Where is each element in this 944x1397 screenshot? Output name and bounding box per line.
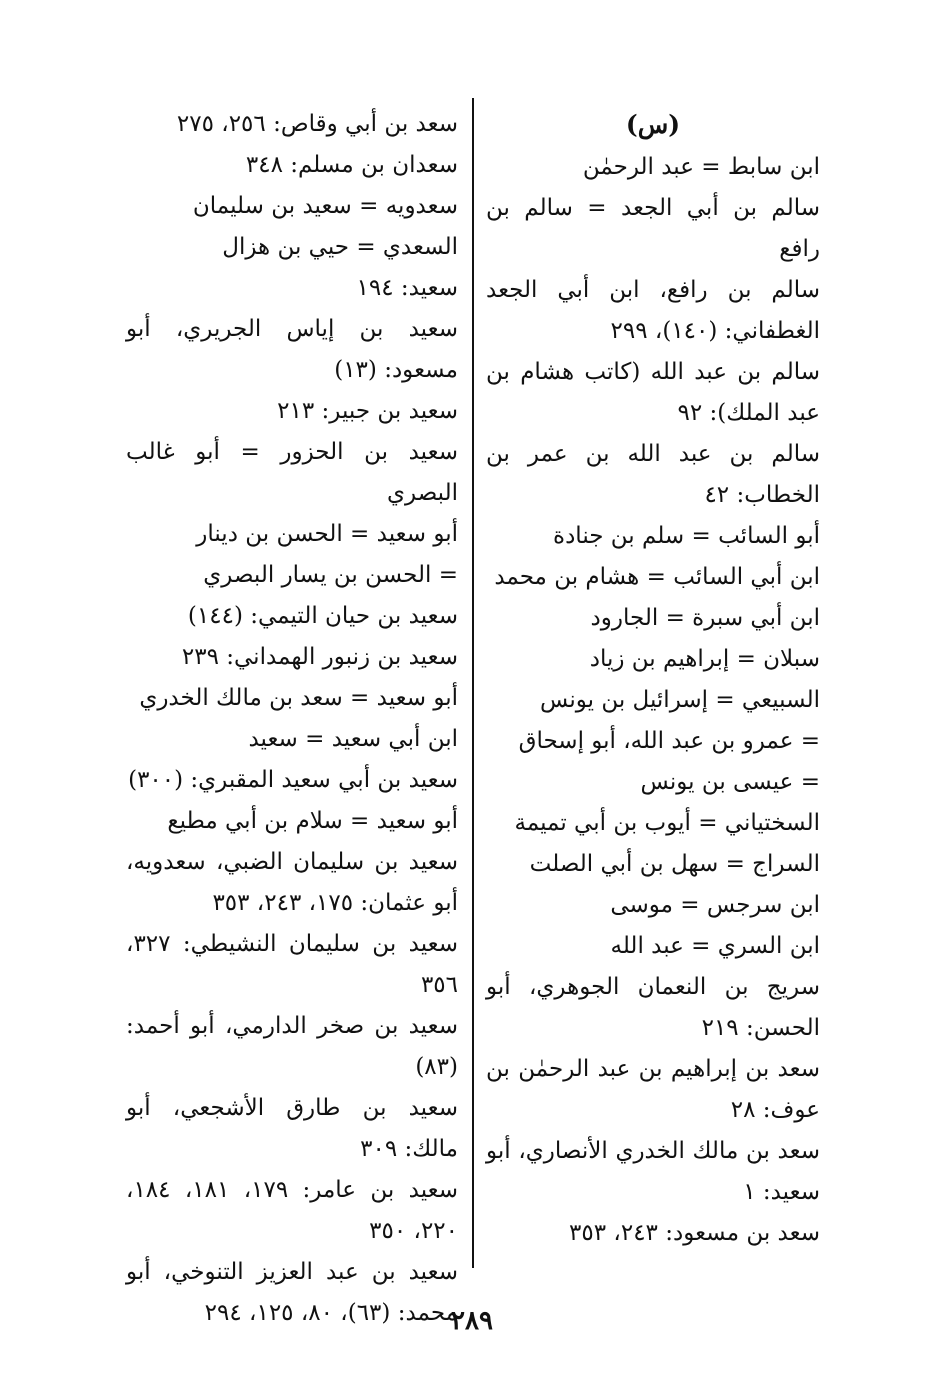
left-column — [126, 104, 458, 1334]
index-entry: سعيد بن عبد العزيز التنوخي، أبو محمد: (٦٣)، ٨٠، ١٢٥، ٢٩٤ — [126, 1259, 458, 1326]
index-entry: ابن السري = عبد الله — [610, 933, 820, 959]
index-entry: سعيد بن صخر الدارمي، أبو أحمد: (٨٣) — [126, 1013, 458, 1080]
index-entry: = عمرو بن عبد الله، أبو إسحاق — [518, 728, 820, 754]
index-entry: سالم بن أبي الجعد = سالم بن رافع — [486, 195, 820, 262]
index-entry: سعيد بن طارق الأشجعي، أبو مالك: ٣٠٩ — [126, 1095, 458, 1162]
index-entry: ابن أبي سبرة = الجارود — [590, 605, 820, 631]
index-entry: سبلان = إبراهيم بن زياد — [589, 646, 820, 672]
index-entry: السعدي = حيي بن هزال — [222, 234, 458, 260]
index-entry: سعدان بن مسلم: ٣٤٨ — [245, 152, 458, 178]
index-entry: سعيد بن سليمان النشيطي: ٣٢٧، ٣٥٦ — [126, 931, 458, 998]
index-entry: سعيد بن سليمان الضبي، سعدويه، أبو عثمان: ١٧٥، ٢٤٣، ٣٥٣ — [126, 849, 458, 916]
index-entry: ابن أبي السائب = هشام بن محمد — [494, 564, 820, 590]
index-entry: سعيد بن جبير: ٢١٣ — [277, 398, 458, 424]
index-entry: سعد بن مسعود: ٢٤٣، ٣٥٣ — [569, 1220, 820, 1246]
index-entry: سعيد بن الحزور = أبو غالب البصري — [126, 439, 458, 506]
index-entry: سعد بن إبراهيم بن عبد الرحمٰن بن عوف: ٢٨ — [486, 1056, 820, 1123]
index-entry: سعيد بن حيان التيمي: (١٤٤) — [187, 603, 458, 629]
page-number: ٢٨٩ — [451, 1306, 493, 1336]
index-entry: سعيد: ١٩٤ — [356, 275, 458, 301]
index-entry: ابن أبي سعيد = سعيد — [248, 726, 458, 752]
index-entry: أبو السائب = سلم بن جنادة — [553, 523, 820, 549]
index-entry: السختياني = أيوب بن أبي تميمة — [514, 810, 820, 836]
index-entry: سعيد بن أبي سعيد المقبري: (٣٠٠) — [128, 767, 458, 793]
index-entry: سعد بن أبي وقاص: ٢٥٦، ٢٧٥ — [176, 111, 458, 137]
index-entry: = عيسى بن يونس — [640, 769, 820, 795]
column-divider — [472, 98, 474, 1268]
index-entry: سعد بن مالك الخدري الأنصاري، أبو سعيد: ١ — [486, 1138, 820, 1205]
index-entry: سالم بن عبد الله بن عمر بن الخطاب: ٤٢ — [486, 441, 820, 508]
index-entry: ابن سابط = عبد الرحمٰن — [582, 154, 820, 180]
index-entry: سعيد بن إياس الجريري، أبو مسعود: (١٣) — [126, 316, 458, 383]
index-entry: سعدويه = سعيد بن سليمان — [192, 193, 458, 219]
index-entry: سالم بن عبد الله (كاتب هشام بن عبد الملك): ٩٢ — [486, 359, 820, 426]
index-entry: سعيد بن عامر: ١٧٩، ١٨١، ١٨٤، ٢٢٠، ٣٥٠ — [126, 1177, 459, 1244]
index-entry: أبو سعيد = سلام بن أبي مطيع — [167, 808, 458, 834]
index-entry: سعيد بن زنبور الهمداني: ٢٣٩ — [181, 644, 458, 670]
index-entry: = الحسن بن يسار البصري — [203, 562, 458, 588]
index-entry: أبو سعيد = سعد بن مالك الخدري — [139, 685, 458, 711]
index-entry: السراج = سهل بن أبي الصلت — [529, 851, 820, 877]
index-entry: سريج بن النعمان الجوهري، أبو الحسن: ٢١٩ — [486, 974, 820, 1041]
index-entry: ابن سرجس = موسى — [610, 892, 820, 918]
section-heading: (س) — [625, 110, 681, 139]
right-column — [486, 104, 820, 1254]
index-entry: سالم بن رافع، ابن أبي الجعد الغطفاني: (١٤٠)، ٢٩٩ — [486, 277, 820, 344]
index-entry: السبيعي = إسرائيل بن يونس — [540, 687, 820, 713]
index-entry: أبو سعيد = الحسن بن دينار — [196, 521, 458, 547]
